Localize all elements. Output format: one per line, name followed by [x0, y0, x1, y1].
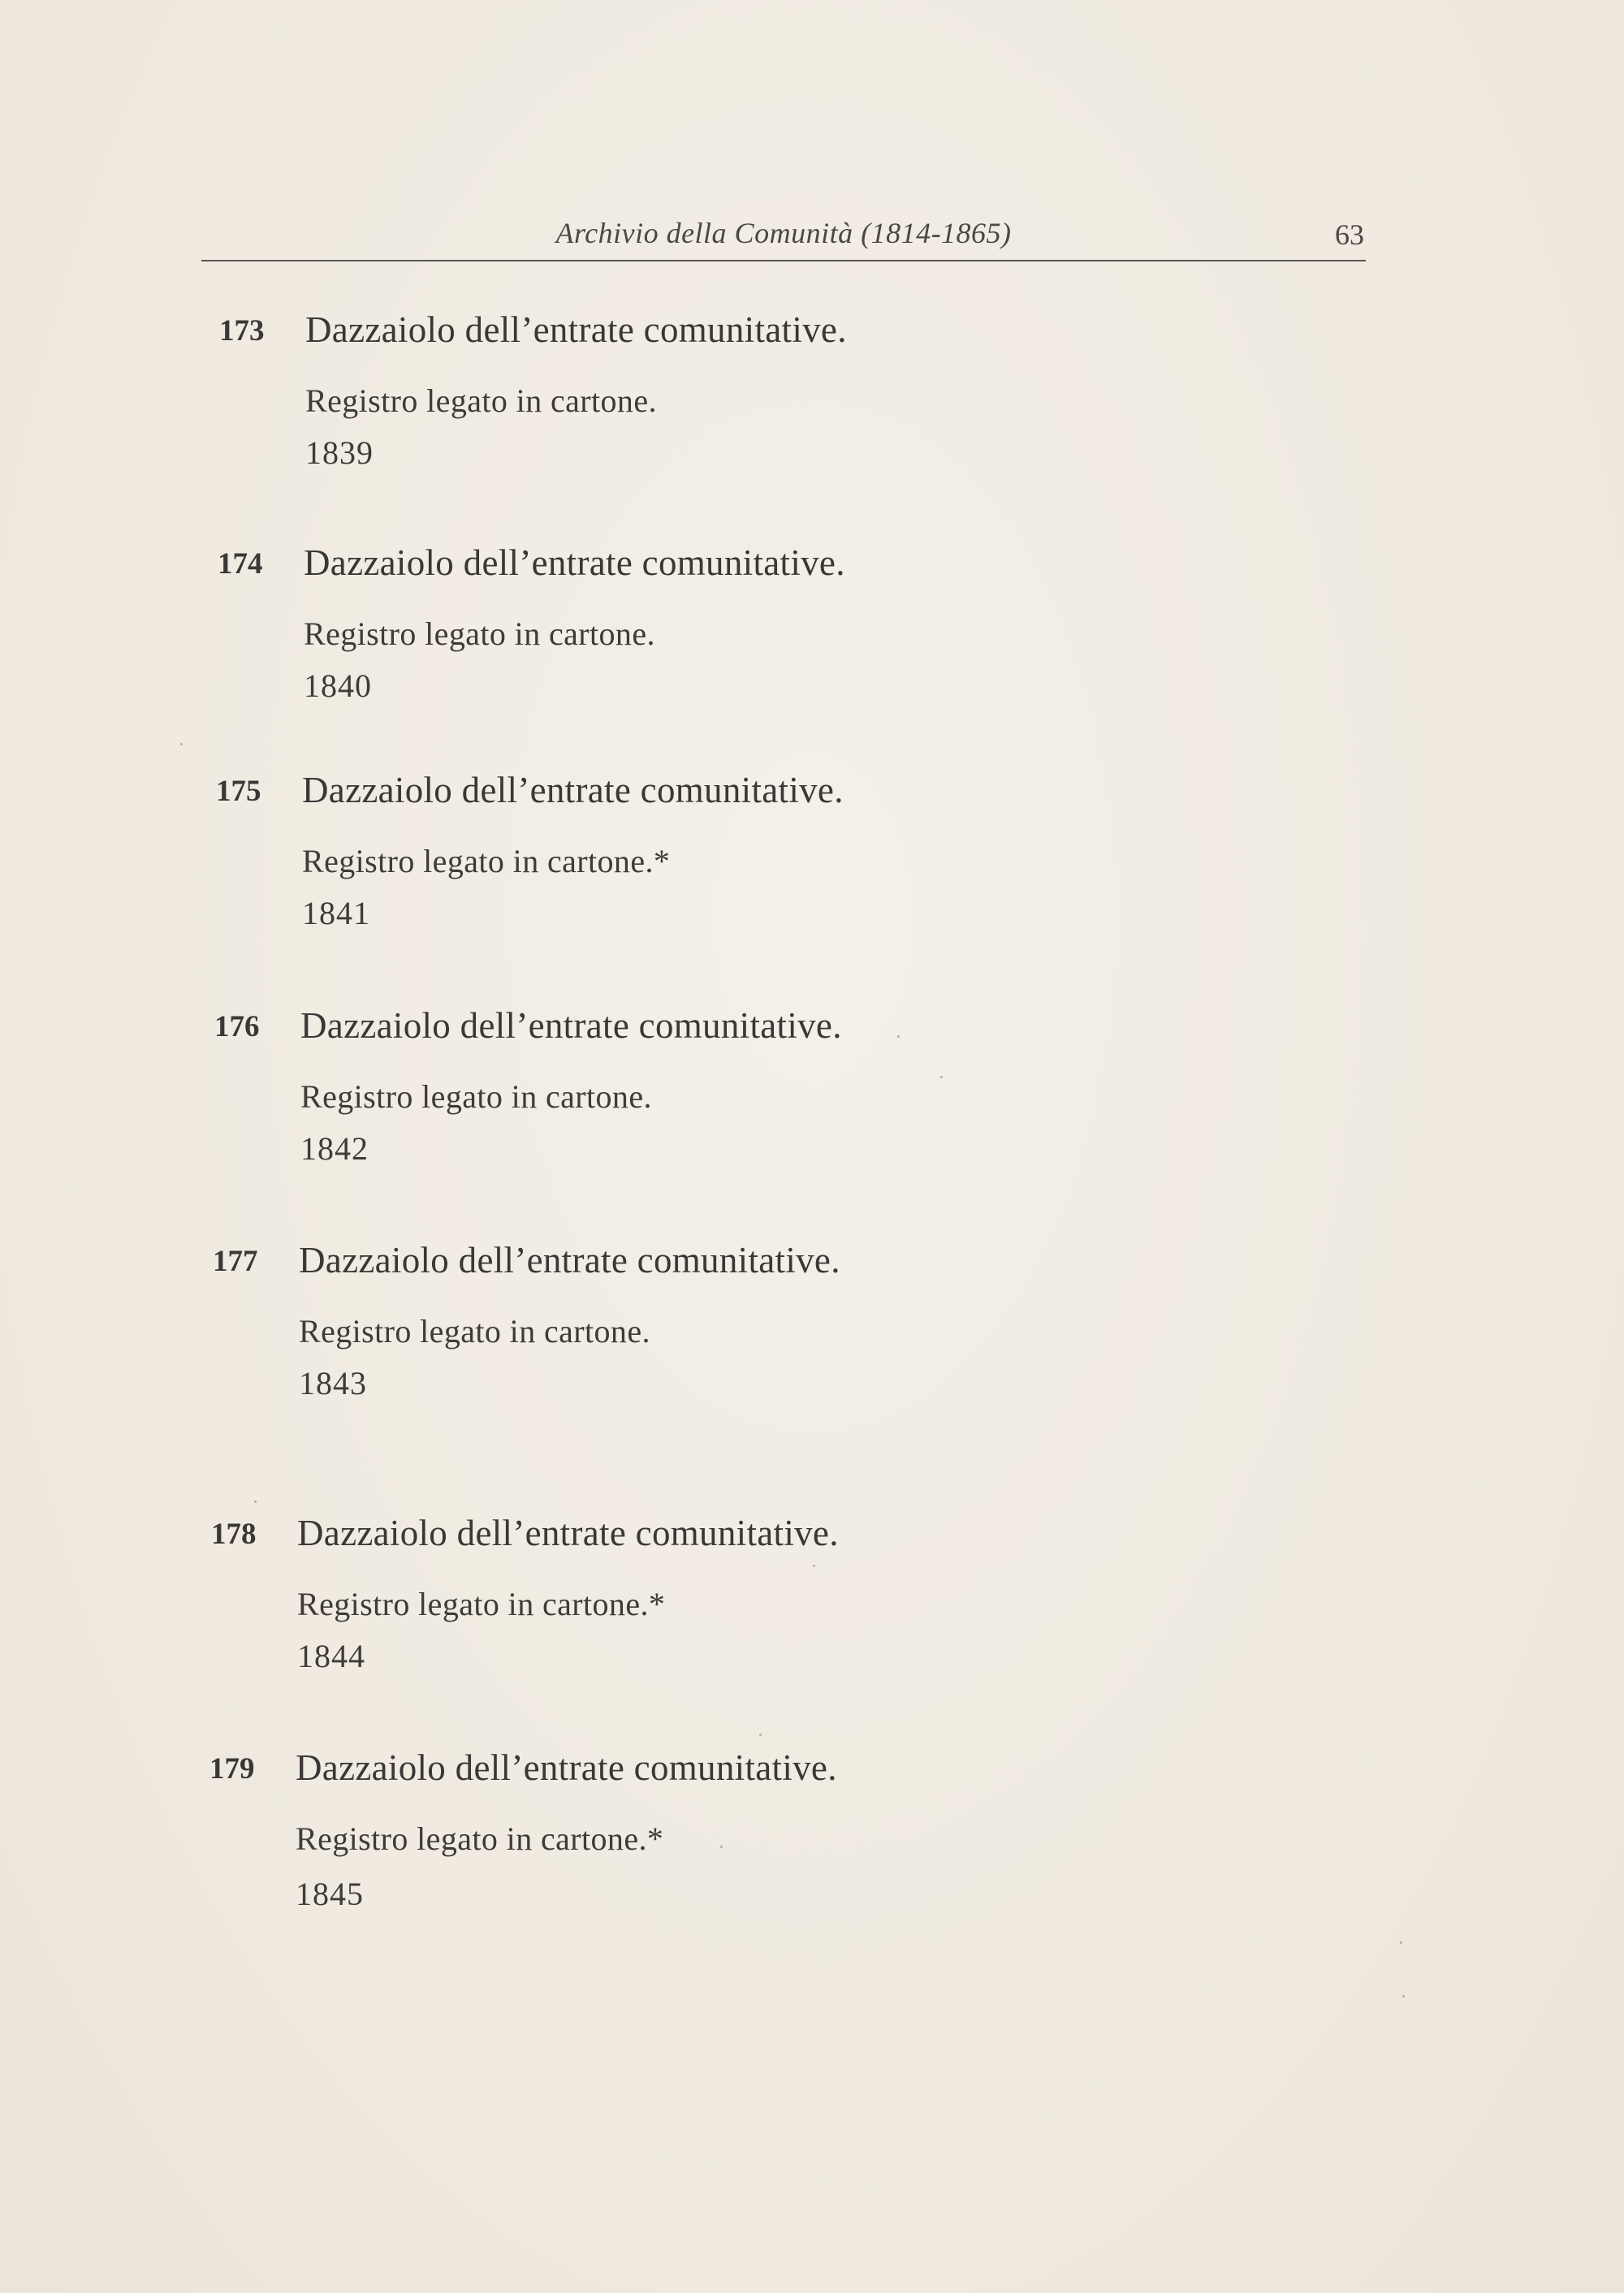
entry-year: 1843 [299, 1365, 367, 1401]
entry-description: Registro legato in cartone. [300, 1078, 652, 1115]
running-header [201, 209, 1366, 261]
entry-year: 1845 [296, 1876, 364, 1912]
entry-description: Registro legato in cartone. [305, 382, 657, 419]
entry-description: Registro legato in cartone.* [296, 1820, 664, 1857]
entry-year: 1841 [302, 895, 370, 931]
entry-title: Dazzaiolo dell’entrate comunitative. [304, 542, 845, 583]
paper-speck [1400, 1941, 1402, 1944]
entry-title: Dazzaiolo dell’entrate comunitative. [302, 770, 844, 810]
paper-speck [180, 743, 183, 745]
entry-title: Dazzaiolo dell’entrate comunitative. [299, 1240, 840, 1280]
entry-title: Dazzaiolo dell’entrate comunitative. [300, 1005, 842, 1046]
paper-speck [940, 1076, 943, 1078]
entry-description: Registro legato in cartone.* [302, 843, 671, 879]
entry-year: 1842 [300, 1130, 369, 1167]
header-title: Archivio della Comunità (1814-1865) [555, 217, 1012, 249]
entry-title: Dazzaiolo dell’entrate comunitative. [296, 1747, 837, 1788]
entry-title: Dazzaiolo dell’entrate comunitative. [305, 309, 847, 350]
paper-speck [759, 1734, 762, 1736]
entry-number: 176 [214, 1010, 260, 1043]
entry-number: 177 [213, 1245, 258, 1278]
entry-description: Registro legato in cartone.* [297, 1586, 666, 1622]
entry-number: 175 [216, 775, 261, 808]
page-number: 63 [1335, 218, 1364, 251]
entry-number: 179 [209, 1752, 255, 1786]
entry-number: 173 [219, 314, 265, 348]
entry-number: 178 [211, 1518, 257, 1551]
entry-year: 1839 [305, 434, 374, 471]
paper-speck [720, 1846, 723, 1848]
entry-year: 1844 [297, 1638, 365, 1674]
entry-title: Dazzaiolo dell’entrate comunitative. [297, 1513, 839, 1553]
entry-year: 1840 [304, 667, 372, 704]
entry-description: Registro legato in cartone. [299, 1313, 650, 1349]
paper-speck [1402, 1995, 1405, 1997]
entry-description: Registro legato in cartone. [304, 615, 655, 652]
entry-number: 174 [218, 547, 263, 581]
paper-speck [813, 1565, 815, 1567]
paper-speck [254, 1501, 257, 1503]
paper-speck [897, 1035, 900, 1038]
